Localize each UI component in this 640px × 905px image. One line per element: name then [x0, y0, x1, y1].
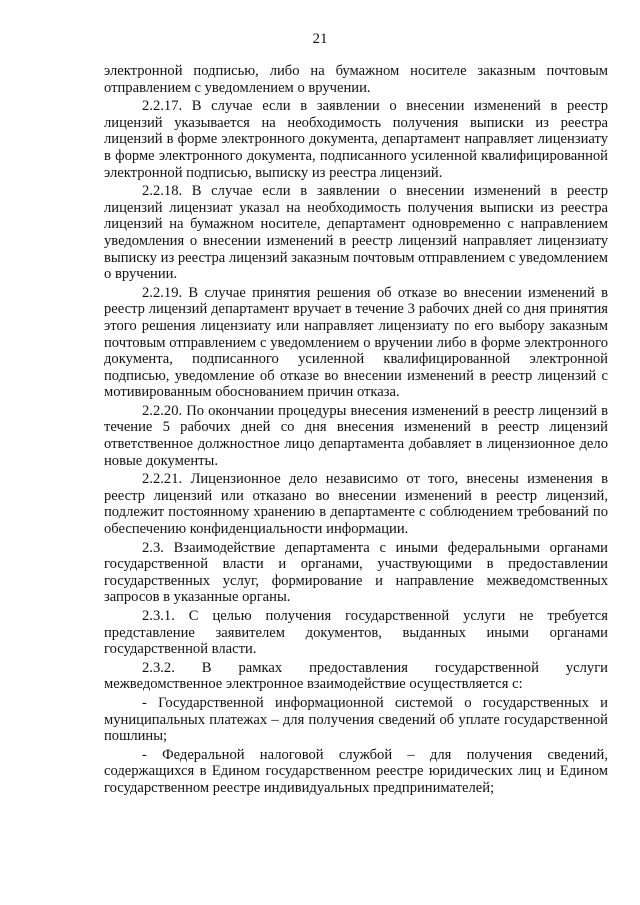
- list-item-tax-service: - Федеральной налоговой службой – для получения сведений, содержащихся в Едином государственном реестре юридических лиц и Едином государственном реестре индивидуальных предпринимателей;: [104, 746, 608, 796]
- paragraph-continuation: электронной подписью, либо на бумажном носителе заказным почтовым отправлением с уведомлением о вручении.: [104, 63, 608, 96]
- document-body: [104, 63, 608, 799]
- paragraph-2-2-19: 2.2.19. В случае принятия решения об отказе во внесении изменений в реестр лицензий департамент вручает в течение 3 рабочих дней со дня принятия этого решения лицензиату или направляет лицензиату по его выбору заказным почтовым отправлением с уведомлением о вручении либо в форме электронного документа, подписанного усиленной квалифицированной электронной подписью, уведомление об отказе во внесении изменений в реестр лицензий с мотивированным обоснованием причин отказа.: [104, 284, 608, 401]
- paragraph-2-2-21: 2.2.21. Лицензионное дело независимо от того, внесены изменения в реестр лицензий или отказано во внесении изменений в реестр лицензий, подлежит постоянному хранению в департаменте с соблюдением требований по обеспечению конфиденциальности информации.: [104, 471, 608, 538]
- paragraph-2-2-17: 2.2.17. В случае если в заявлении о внесении изменений в реестр лицензий указывается на необходимость получения выписки из реестра лицензий в форме электронного документа, департамент направляет лицензиату в форме электронного документа, подписанного усиленной квалифицированной электронной подписью, выписку из реестра лицензий.: [104, 98, 608, 181]
- page-number: 21: [312, 31, 328, 47]
- paragraph-2-3-2: 2.3.2. В рамках предоставления государственной услуги межведомственное электронное взаимодействие осуществляется с:: [104, 659, 608, 693]
- paragraph-2-3-1: 2.3.1. С целью получения государственной услуги не требуется представление заявителем документов, выданных иными органами государственной власти.: [104, 608, 608, 658]
- paragraph-2-3: 2.3. Взаимодействие департамента с иными федеральными органами государственной власти и органами, участвующими в предоставлении государственных услуг, формирование и направление межведомственных запросов в указанные органы.: [104, 539, 608, 606]
- paragraph-2-2-20: 2.2.20. По окончании процедуры внесения изменений в реестр лицензий в течение 5 рабочих дней со дня внесения изменений в реестр лицензий ответственное должностное лицо департамента добавляет в лицензионное дело новые документы.: [104, 402, 608, 469]
- list-item-payments-system: - Государственной информационной системой о государственных и муниципальных платежах – для получения сведений об уплате государственной пошлины;: [104, 694, 608, 745]
- paragraph-2-2-18: 2.2.18. В случае если в заявлении о внесении изменений в реестр лицензий лицензиат указал на необходимость получения выписки из реестра лицензий на бумажном носителе, департамент одновременно с направлением уведомления о внесении изменений в реестр лицензий направляет лицензиату выписку из реестра лицензий заказным почтовым отправлением с уведомлением о вручении.: [104, 183, 608, 283]
